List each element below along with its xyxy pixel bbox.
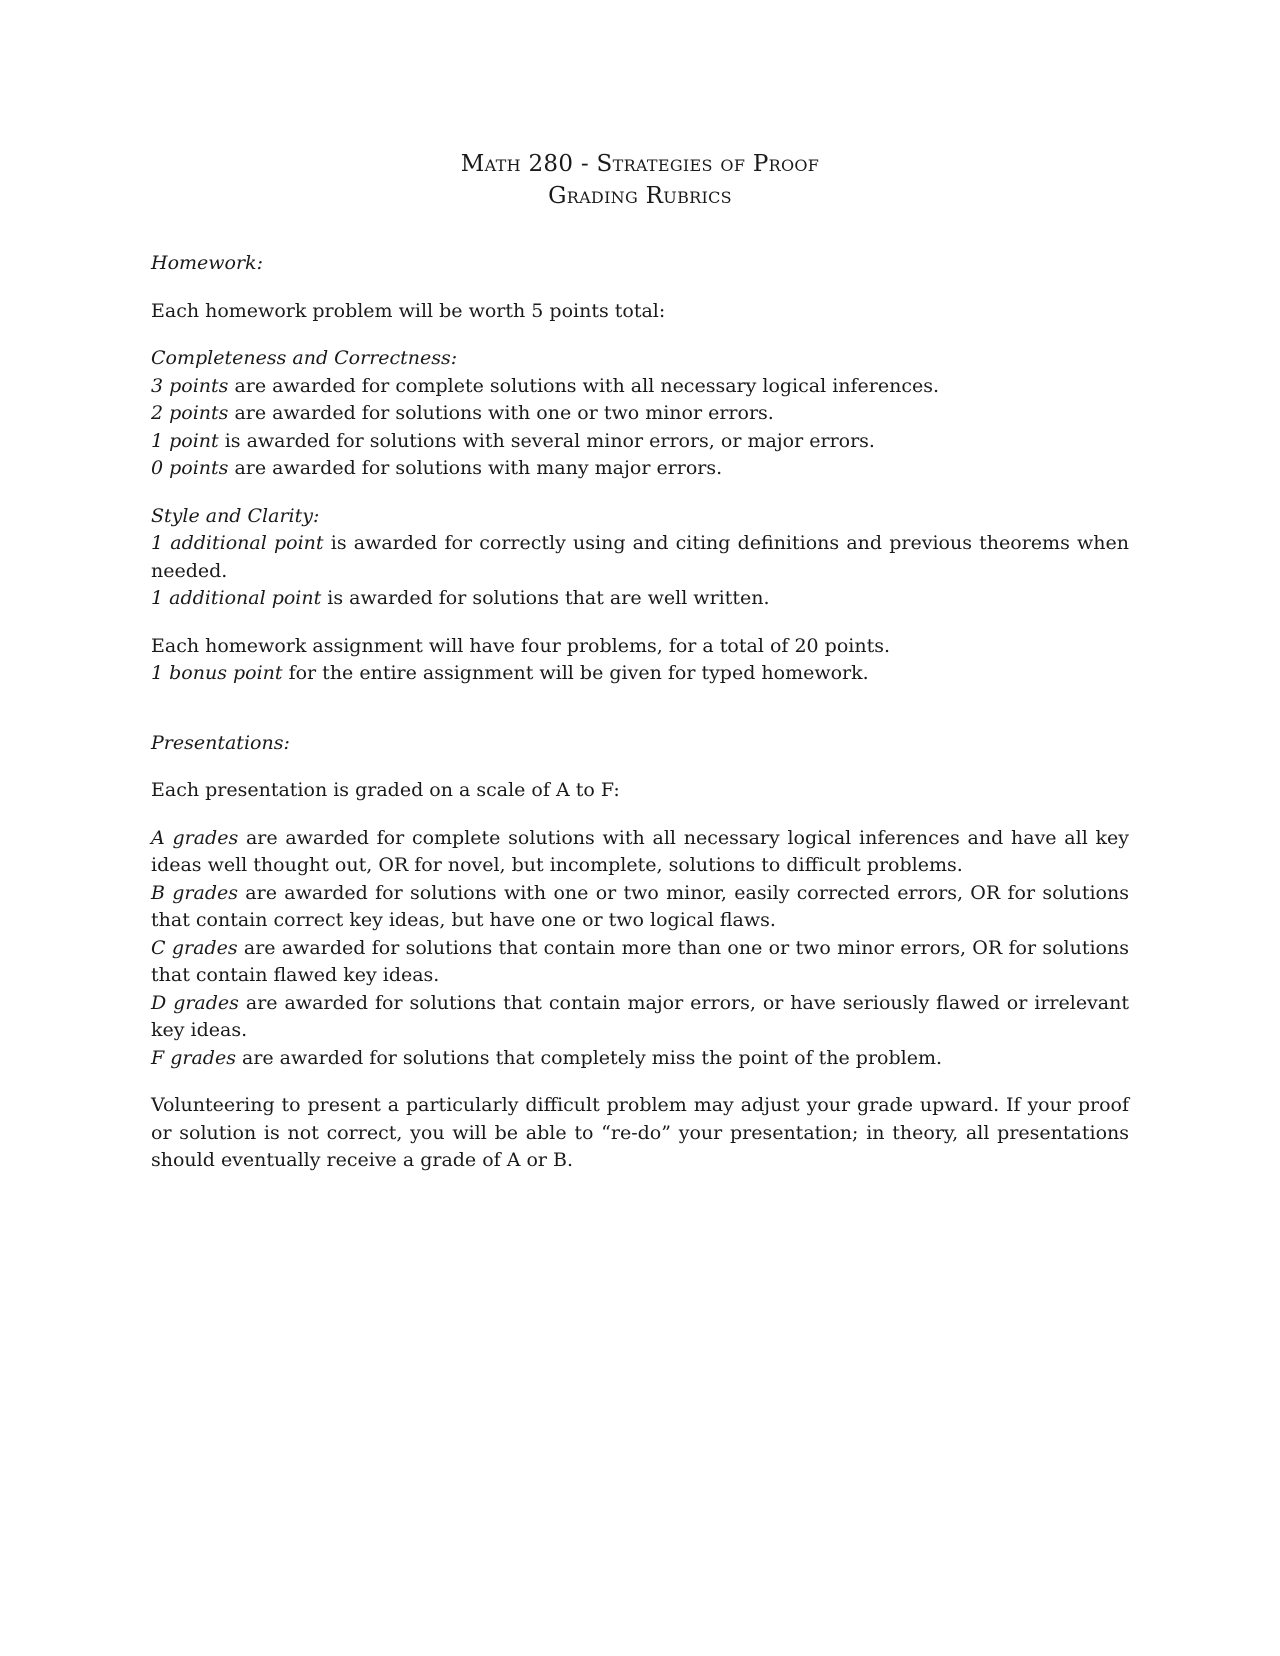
grades-block bbox=[151, 825, 1129, 1073]
grade-item: F grades are awarded for solutions that completely miss the point of the problem. bbox=[151, 1046, 943, 1069]
presentations-heading: Presentations: bbox=[151, 731, 290, 754]
style-item: 1 additional point is awarded for solutions that are well written. bbox=[151, 587, 770, 609]
homework-total: Each homework assignment will have four problems, for a total of 20 points. bbox=[151, 634, 891, 657]
document-page bbox=[151, 148, 1129, 1195]
grade-item: C grades are awarded for solutions that contain more than one or two minor errors, OR for solutions that contain flawed key ideas. bbox=[151, 936, 1129, 986]
bonus-point-note: 1 bonus point for the entire assignment will be given for typed homework. bbox=[151, 662, 869, 684]
course-title: Math 280 - Strategies of Proof bbox=[460, 151, 820, 177]
completeness-item: 3 points are awarded for complete solutions with all necessary logical inferences. bbox=[151, 374, 940, 397]
homework-intro: Each homework problem will be worth 5 points total: bbox=[151, 299, 666, 322]
grade-item: D grades are awarded for solutions that contain major errors, or have seriously flawed or irrelevant key ideas. bbox=[151, 991, 1129, 1041]
presentations-closing: Volunteering to present a particularly difficult problem may adjust your grade upward. If your proof or solution is not correct, you will be able to “re-do” your presentation; in theory, all presentations should eventually receive a grade of A or B. bbox=[151, 1094, 1129, 1171]
homework-summary bbox=[151, 633, 1129, 688]
completeness-block bbox=[151, 345, 1129, 483]
grade-item: A grades are awarded for complete solutions with all necessary logical inferences and have all key ideas well thought out, OR for novel, but incomplete, solutions to difficult problems. bbox=[151, 826, 1130, 876]
homework-heading: Homework: bbox=[151, 252, 263, 274]
presentations-intro: Each presentation is graded on a scale of A to F: bbox=[151, 779, 620, 801]
style-block bbox=[151, 503, 1129, 613]
style-heading: Style and Clarity: bbox=[151, 504, 320, 527]
rubric-title: Grading Rubrics bbox=[548, 183, 732, 209]
completeness-heading: Completeness and Correctness: bbox=[151, 347, 458, 369]
grade-item: B grades are awarded for solutions with one or two minor, easily corrected errors, OR for solutions that contain correct key ideas, but have one or two logical flaws. bbox=[151, 881, 1129, 931]
completeness-item: 1 point is awarded for solutions with several minor errors, or major errors. bbox=[151, 429, 875, 452]
completeness-item: 0 points are awarded for solutions with many major errors. bbox=[151, 457, 723, 479]
document-title bbox=[151, 148, 1129, 212]
style-item: 1 additional point is awarded for correctly using and citing definitions and previous theorems when needed. bbox=[151, 532, 1129, 582]
completeness-item: 2 points are awarded for solutions with one or two minor errors. bbox=[151, 402, 774, 424]
